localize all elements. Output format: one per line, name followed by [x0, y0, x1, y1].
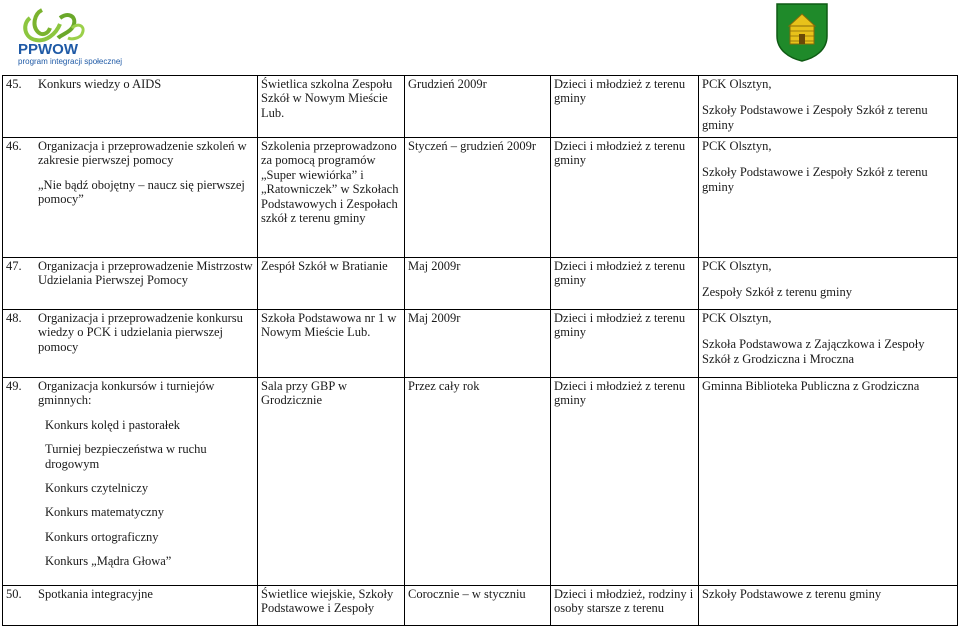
partners-cell	[699, 138, 958, 258]
date-cell	[405, 586, 551, 626]
row-number: 46.	[6, 139, 22, 153]
activity-text: Organizacja i przeprowadzenie szkoleń w zakresie pierwszej pomocy	[38, 139, 247, 168]
target-cell	[551, 378, 699, 586]
activity-text: Organizacja i przeprowadzenie Mistrzostw Udzielania Pierwszej Pomocy	[38, 259, 253, 288]
target-cell	[551, 138, 699, 258]
partner-text: Szkoły Podstawowe i Zespoły Szkół z terenu gminy	[702, 103, 928, 132]
partner-text: PCK Olsztyn,	[702, 259, 772, 273]
place-text: Szkoła Podstawowa nr 1 w Nowym Mieście Lub.	[261, 311, 397, 340]
table-row	[3, 586, 958, 626]
activity-text: Spotkania integracyjne	[38, 587, 153, 601]
date-text: Corocznie – w styczniu	[408, 587, 526, 601]
activity-text: Organizacja i przeprowadzenie konkursu wiedzy o PCK i udzielania pierwszej pomocy	[38, 311, 243, 354]
partners-cell	[699, 378, 958, 586]
row-number: 50.	[6, 587, 22, 601]
place-text: Zespół Szkół w Bratianie	[261, 259, 388, 273]
logo-tagline: program integracji społecznej	[18, 57, 123, 66]
logo-name: PPWOW	[18, 41, 78, 58]
activity-subitem: Konkurs kolęd i pastorałek	[45, 417, 181, 432]
date-text: Grudzień 2009r	[408, 77, 487, 91]
activities-table	[2, 75, 958, 626]
partners-cell	[699, 586, 958, 626]
date-text: Maj 2009r	[408, 259, 461, 273]
activity-cell	[3, 258, 258, 310]
place-cell	[258, 378, 405, 586]
partners-cell	[699, 310, 958, 378]
target-text: Dzieci i młodzież z terenu gminy	[554, 311, 686, 340]
table-row	[3, 378, 958, 586]
partner-text: Szkoła Podstawowa z Zajączkowa i Zespoły Szkół z Grodziczna i Mroczna	[702, 337, 925, 366]
partner-text: PCK Olsztyn,	[702, 311, 772, 325]
table-row	[3, 310, 958, 378]
partner-text: PCK Olsztyn,	[702, 77, 772, 91]
target-text: Dzieci i młodzież z terenu gminy	[554, 259, 686, 288]
place-text: Sala przy GBP w Grodzicznie	[261, 379, 347, 408]
row-number: 47.	[6, 259, 22, 273]
place-cell	[258, 76, 405, 138]
date-cell	[405, 258, 551, 310]
target-text: Dzieci i młodzież z terenu gminy	[554, 139, 686, 168]
activity-cell	[3, 310, 258, 378]
activity-text: „Nie bądź obojętny – naucz się pierwszej pomocy”	[38, 177, 245, 207]
date-text: Styczeń – grudzień 2009r	[408, 139, 537, 153]
coat-of-arms-icon	[775, 2, 829, 62]
place-text: Szkolenia przeprowadzono za pomocą programów „Super wiewiórka” i „Ratowniczek” w Szkołach Podstawowych i Zespołach szkół z terenu gminy	[261, 139, 399, 226]
target-cell	[551, 310, 699, 378]
partner-text: Zespoły Szkół z terenu gminy	[702, 285, 852, 300]
date-text: Przez cały rok	[408, 379, 480, 393]
activity-cell	[3, 76, 258, 138]
partner-text: Szkoły Podstawowe i Zespoły Szkół z terenu gminy	[702, 165, 928, 194]
target-cell	[551, 76, 699, 138]
date-cell	[405, 310, 551, 378]
place-cell	[258, 310, 405, 378]
partner-text: Szkoły Podstawowe z terenu gminy	[702, 587, 882, 601]
partners-cell	[699, 258, 958, 310]
activity-subitem: Konkurs ortograficzny	[45, 529, 159, 544]
row-number: 45.	[6, 77, 22, 91]
date-text: Maj 2009r	[408, 311, 461, 325]
row-number: 48.	[6, 311, 22, 325]
activity-text: Organizacja konkursów i turniejów gminnych:	[38, 379, 215, 408]
activity-subitem: Konkurs czytelniczy	[45, 481, 149, 496]
table-row	[3, 76, 958, 138]
activity-subitem: Konkurs matematyczny	[45, 505, 165, 520]
page-header	[0, 0, 959, 75]
row-number: 49.	[6, 379, 22, 393]
activity-cell	[3, 138, 258, 258]
target-text: Dzieci i młodzież z terenu gminy	[554, 77, 686, 106]
date-cell	[405, 378, 551, 586]
place-cell	[258, 586, 405, 626]
partner-text: Gminna Biblioteka Publiczna z Grodziczna	[702, 379, 920, 393]
activity-cell	[3, 586, 258, 626]
activity-text: Konkurs wiedzy o AIDS	[38, 77, 162, 91]
date-cell	[405, 138, 551, 258]
partner-text: PCK Olsztyn,	[702, 139, 772, 153]
activity-subitem: Konkurs „Mądra Głowa”	[45, 554, 172, 569]
target-text: Dzieci i młodzież z terenu gminy	[554, 379, 686, 408]
target-text: Dzieci i młodzież, rodziny i osoby starsze z terenu	[554, 587, 694, 616]
activity-subitem: Turniej bezpieczeństwa w ruchu drogowym	[45, 442, 207, 471]
place-text: Świetlica szkolna Zespołu Szkół w Nowym Mieście Lub.	[261, 77, 393, 120]
activity-cell	[3, 378, 258, 586]
target-cell	[551, 258, 699, 310]
ppwow-logo	[12, 4, 172, 66]
table-row	[3, 138, 958, 258]
date-cell	[405, 76, 551, 138]
place-cell	[258, 138, 405, 258]
place-cell	[258, 258, 405, 310]
place-text: Świetlice wiejskie, Szkoły Podstawowe i Zespoły	[261, 587, 394, 616]
partners-cell	[699, 76, 958, 138]
table-row	[3, 258, 958, 310]
target-cell	[551, 586, 699, 626]
